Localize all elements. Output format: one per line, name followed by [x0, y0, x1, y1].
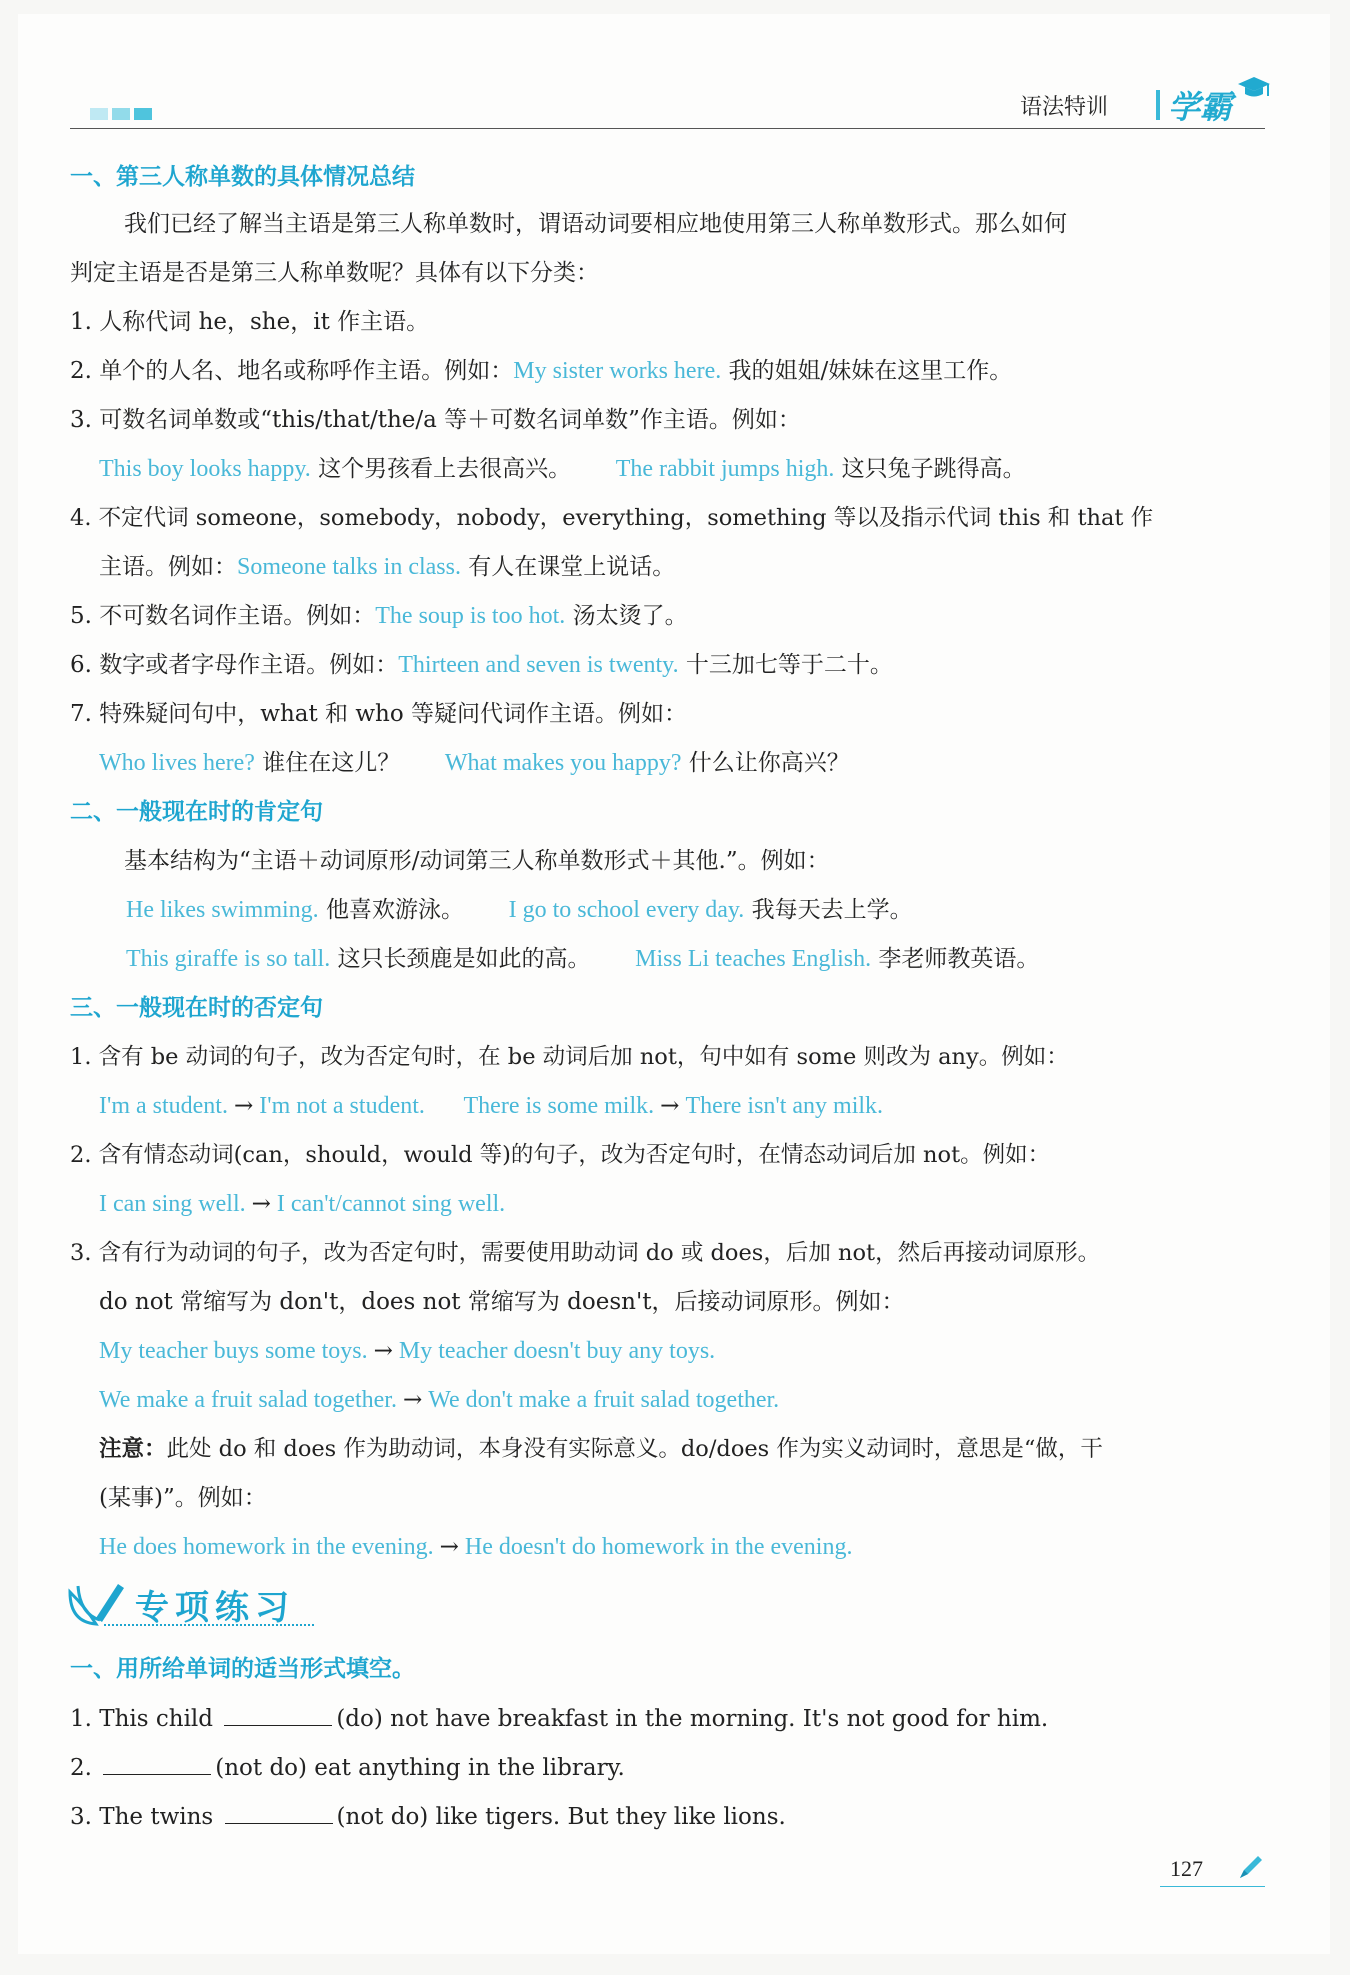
example-sentence: This giraffe is so tall. [126, 946, 331, 972]
example-translation: 这只长颈鹿是如此的高。 [330, 946, 591, 972]
example-sentence: He does homework in the evening. [99, 1534, 434, 1560]
page-number: 127 [1170, 1856, 1203, 1881]
list-item [70, 356, 1012, 386]
arrow-icon: → [439, 1534, 459, 1560]
list-item: 3. 可数名词单数或“this/that/the/a 等＋可数名词单数”作主语。例如： [70, 407, 801, 433]
example-line [99, 1189, 505, 1219]
paragraph-line: 我们已经了解当主语是第三人称单数时，谓语动词要相应地使用第三人称单数形式。那么如何 [124, 211, 1067, 237]
example-translation: 十三加七等于二十。 [678, 652, 893, 678]
example-translation: 李老师教英语。 [871, 946, 1040, 972]
arrow-icon: → [251, 1191, 271, 1217]
item-text: 主语。例如： [99, 554, 237, 580]
example-line [99, 454, 1026, 484]
item-text: 5. 不可数名词作主语。例如： [70, 603, 376, 629]
example-sentence: Thirteen and seven is twenty. [398, 652, 679, 678]
header-decor-block [134, 108, 152, 120]
note-label: 注意： [99, 1436, 167, 1462]
list-item-continued [99, 552, 675, 582]
example-translation: 汤太烫了。 [565, 603, 688, 629]
arrow-icon: → [660, 1093, 680, 1119]
exercise-suffix: (do) not have breakfast in the morning. It's not good for him. [336, 1706, 1049, 1732]
example-translation: 什么让你高兴？ [681, 750, 850, 776]
list-item: 1. 含有 be 动词的句子，改为否定句时，在 be 动词后加 not，句中如有 some 则改为 any。例如： [70, 1044, 1069, 1070]
paragraph-line: 基本结构为“主语＋动词原形/动词第三人称单数形式＋其他.”。例如： [124, 848, 830, 874]
example-sentence: He doesn't do homework in the evening. [464, 1534, 853, 1560]
example-sentence: What makes you happy? [444, 750, 682, 776]
arrow-icon: → [373, 1338, 393, 1364]
example-sentence: He likes swimming. [126, 897, 319, 923]
section-heading: 二、一般现在时的肯定句 [70, 799, 323, 825]
note-text: 此处 do 和 does 作为助动词，本身没有实际意义。do/does 作为实义动词时，意思是“做，干 [166, 1436, 1103, 1462]
example-sentence: This boy looks happy. [99, 456, 311, 482]
example-sentence: The rabbit jumps high. [615, 456, 835, 482]
list-item: 2. 含有情态动词(can，should，would 等)的句子，改为否定句时，在情态动词后加 not。例如： [70, 1142, 1051, 1168]
list-item [70, 650, 893, 680]
header-brand: 学霸 [1168, 88, 1233, 126]
example-sentence: Who lives here? [99, 750, 255, 776]
example-line [99, 1385, 779, 1415]
example-translation: 这个男孩看上去很高兴。 [310, 456, 572, 482]
list-item: 7. 特殊疑问句中，what 和 who 等疑问代词作主语。例如： [70, 701, 687, 727]
section-heading: 三、一般现在时的否定句 [70, 995, 323, 1021]
example-line [126, 895, 913, 925]
item-text: 6. 数字或者字母作主语。例如： [70, 652, 399, 678]
exercise-item [70, 1801, 786, 1832]
list-item: 1. 人称代词 he，she，it 作主语。 [70, 309, 430, 335]
notebook-pen-icon [66, 1578, 128, 1630]
example-translation: 我每天去上学。 [744, 897, 913, 923]
example-sentence: My sister works here. [513, 358, 722, 384]
example-line [99, 1336, 715, 1366]
example-line [99, 748, 850, 778]
exercise-item [70, 1703, 1048, 1734]
example-sentence: My teacher buys some toys. [99, 1338, 368, 1364]
header-rule [70, 128, 1265, 129]
list-item-continued: do not 常缩写为 don't，does not 常缩写为 doesn't，后接动词原形。例如： [99, 1289, 905, 1315]
list-item: 3. 含有行为动词的句子，改为否定句时，需要使用助动词 do 或 does，后加 not，然后再接动词原形。 [70, 1240, 1101, 1266]
section-heading: 一、第三人称单数的具体情况总结 [70, 164, 415, 190]
example-sentence: I go to school every day. [508, 897, 745, 923]
header-decor-block [112, 108, 130, 120]
example-sentence: I can sing well. [99, 1191, 246, 1217]
header-title: 语法特训 [1020, 95, 1109, 120]
exercise-suffix: (not do) eat anything in the library. [215, 1755, 625, 1781]
section-heading: 一、用所给单词的适当形式填空。 [70, 1656, 415, 1682]
exercise-suffix: (not do) like tigers. But they like lions. [336, 1804, 786, 1830]
example-sentence: We make a fruit salad together. [99, 1387, 397, 1413]
example-line [99, 1532, 852, 1562]
example-sentence: My teacher doesn't buy any toys. [398, 1338, 716, 1364]
header-separator [1156, 90, 1160, 120]
example-line [99, 1091, 883, 1121]
example-sentence: I'm a student. [99, 1093, 228, 1119]
exercise-prefix: 2. [70, 1755, 100, 1781]
example-sentence: Someone talks in class. [237, 554, 461, 580]
graduation-cap-icon [1236, 74, 1272, 102]
example-translation: 他喜欢游泳。 [318, 897, 464, 923]
exercise-item [70, 1752, 625, 1783]
practice-underline [104, 1624, 314, 1626]
example-sentence: The soup is too hot. [375, 603, 566, 629]
answer-blank[interactable] [225, 1801, 333, 1824]
example-sentence: I can't/cannot sing well. [276, 1191, 506, 1217]
exercise-prefix: 1. This child [70, 1706, 221, 1732]
answer-blank[interactable] [224, 1703, 332, 1726]
example-sentence: Miss Li teaches English. [635, 946, 872, 972]
list-item [70, 601, 688, 631]
example-sentence: There is some milk. [463, 1093, 655, 1119]
example-translation: 谁住在这儿？ [254, 750, 401, 776]
arrow-icon: → [402, 1387, 423, 1413]
answer-blank[interactable] [103, 1752, 211, 1775]
page-number-rule [1160, 1886, 1265, 1887]
example-translation: 我的姐姐/妹妹在这里工作。 [721, 358, 1013, 384]
example-sentence: I'm not a student. [259, 1093, 425, 1119]
arrow-icon: → [233, 1093, 254, 1119]
note-line: (某事)”。例如： [99, 1485, 267, 1511]
example-sentence: We don't make a fruit salad together. [428, 1387, 780, 1413]
example-translation: 有人在课堂上说话。 [460, 554, 676, 580]
example-translation: 这只兔子跳得高。 [834, 456, 1026, 482]
item-text: 2. 单个的人名、地名或称呼作主语。例如： [70, 358, 514, 384]
note-line [99, 1434, 1103, 1464]
example-line [126, 944, 1039, 974]
list-item: 4. 不定代词 someone，somebody，nobody，everything，something 等以及指示代词 this 和 that 作 [70, 505, 1154, 531]
pencil-icon [1236, 1852, 1266, 1882]
example-sentence: There isn't any milk. [685, 1093, 884, 1119]
paragraph-line: 判定主语是否是第三人称单数呢？具体有以下分类： [70, 260, 599, 286]
header-decor-block [90, 108, 108, 120]
exercise-prefix: 3. The twins [70, 1804, 221, 1830]
practice-title: 专项练习 [135, 1588, 295, 1628]
